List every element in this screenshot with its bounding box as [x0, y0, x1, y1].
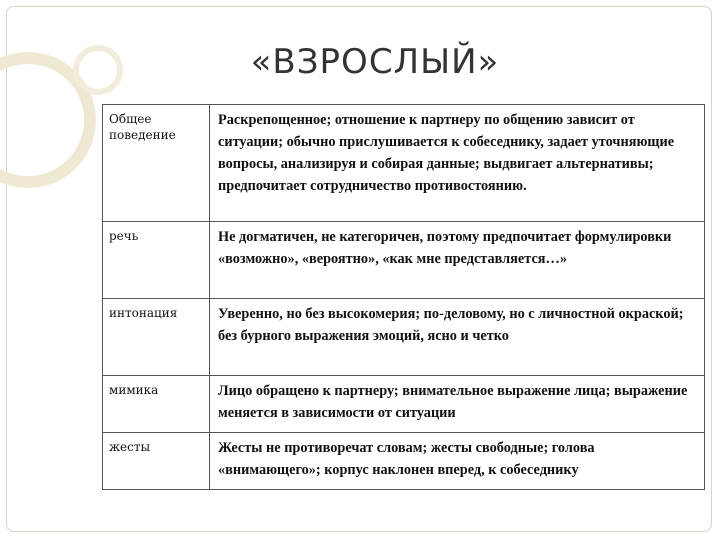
row-label: мимика [103, 376, 210, 433]
row-label: интонация [103, 299, 210, 376]
row-description: Уверенно, но без высокомерия; по-деловому, но с личностной окраской; без бурного выражения эмоций, ясно и четко [210, 299, 705, 376]
row-description: Жесты не противоречат словам; жесты свободные; голова «внимающего»; корпус наклонен вперед, к собеседнику [210, 433, 705, 490]
slide-title: «ВЗРОСЛЫЙ» [250, 42, 500, 82]
row-label: жесты [103, 433, 210, 490]
table-row [103, 105, 705, 222]
table-row [103, 376, 705, 433]
row-description: Раскрепощенное; отношение к партнеру по общению зависит от ситуации; обычно прислушивается к собеседнику, задает уточняющие вопросы, анализируя и собирая данные; выдвигает альтернативы; предпочитает сотрудничество противостоянию. [210, 105, 705, 222]
row-description: Не догматичен, не категоричен, поэтому предпочитает формулировки «возможно», «вероятно», «как мне представляется…» [210, 222, 705, 299]
table-row [103, 299, 705, 376]
table-row [103, 222, 705, 299]
behavior-table [102, 104, 705, 490]
row-label: Общее поведение [103, 105, 210, 222]
row-label: речь [103, 222, 210, 299]
row-description: Лицо обращено к партнеру; внимательное выражение лица; выражение меняется в зависимости от ситуации [210, 376, 705, 433]
table-row [103, 433, 705, 490]
